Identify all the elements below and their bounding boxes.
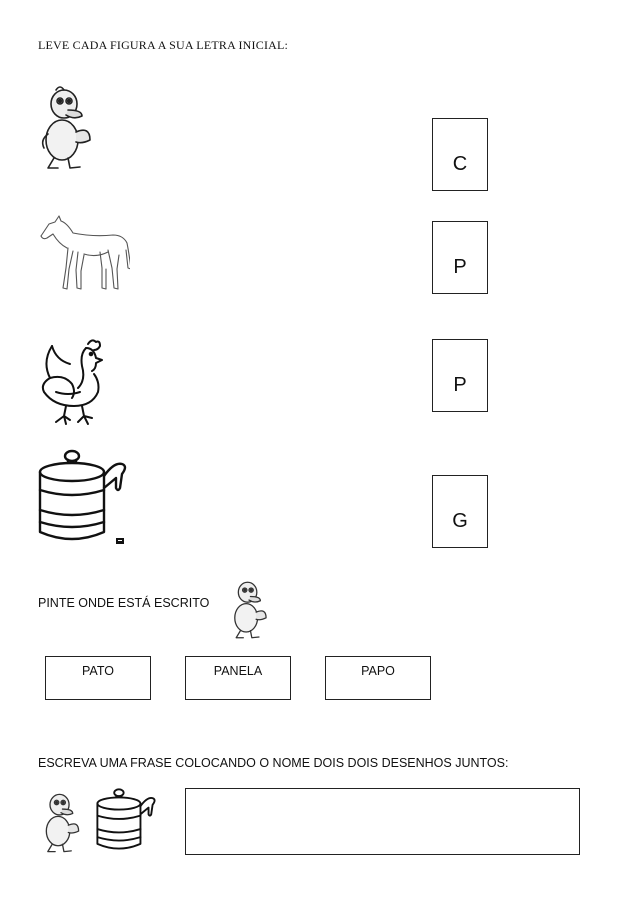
hen-icon [40,336,106,428]
letter-box-1[interactable] [432,118,488,191]
letter-box-letter: C [452,153,468,175]
letter-box-4[interactable] [432,475,488,548]
word-box-pato[interactable] [45,656,151,700]
letter-box-3[interactable] [432,339,488,412]
letter-box-letter: G [452,510,468,532]
word-box-papo[interactable] [325,656,431,700]
word-label: PAPO [361,664,395,678]
match-instruction: LEVE CADA FIGURA A SUA LETRA INICIAL: [38,38,289,52]
letter-box-letter: P [453,374,467,396]
letter-box-letter: P [453,256,467,278]
paint-instruction: PINTE ONDE ESTÁ ESCRITO [38,596,210,610]
word-label: PATO [82,664,114,678]
write-instruction: ESCREVA UMA FRASE COLOCANDO O NOME DOIS DOIS DESENHOS JUNTOS: [38,756,509,770]
letter-box-2[interactable] [432,221,488,294]
word-box-panela[interactable] [185,656,291,700]
pot-icon [38,446,130,550]
duck-icon [38,84,94,174]
pot-icon [96,786,158,856]
sentence-answer-box[interactable] [185,788,580,855]
duck-icon [40,790,82,856]
horse-icon [38,212,130,296]
word-label: PANELA [213,664,263,678]
duck-icon [226,578,272,642]
